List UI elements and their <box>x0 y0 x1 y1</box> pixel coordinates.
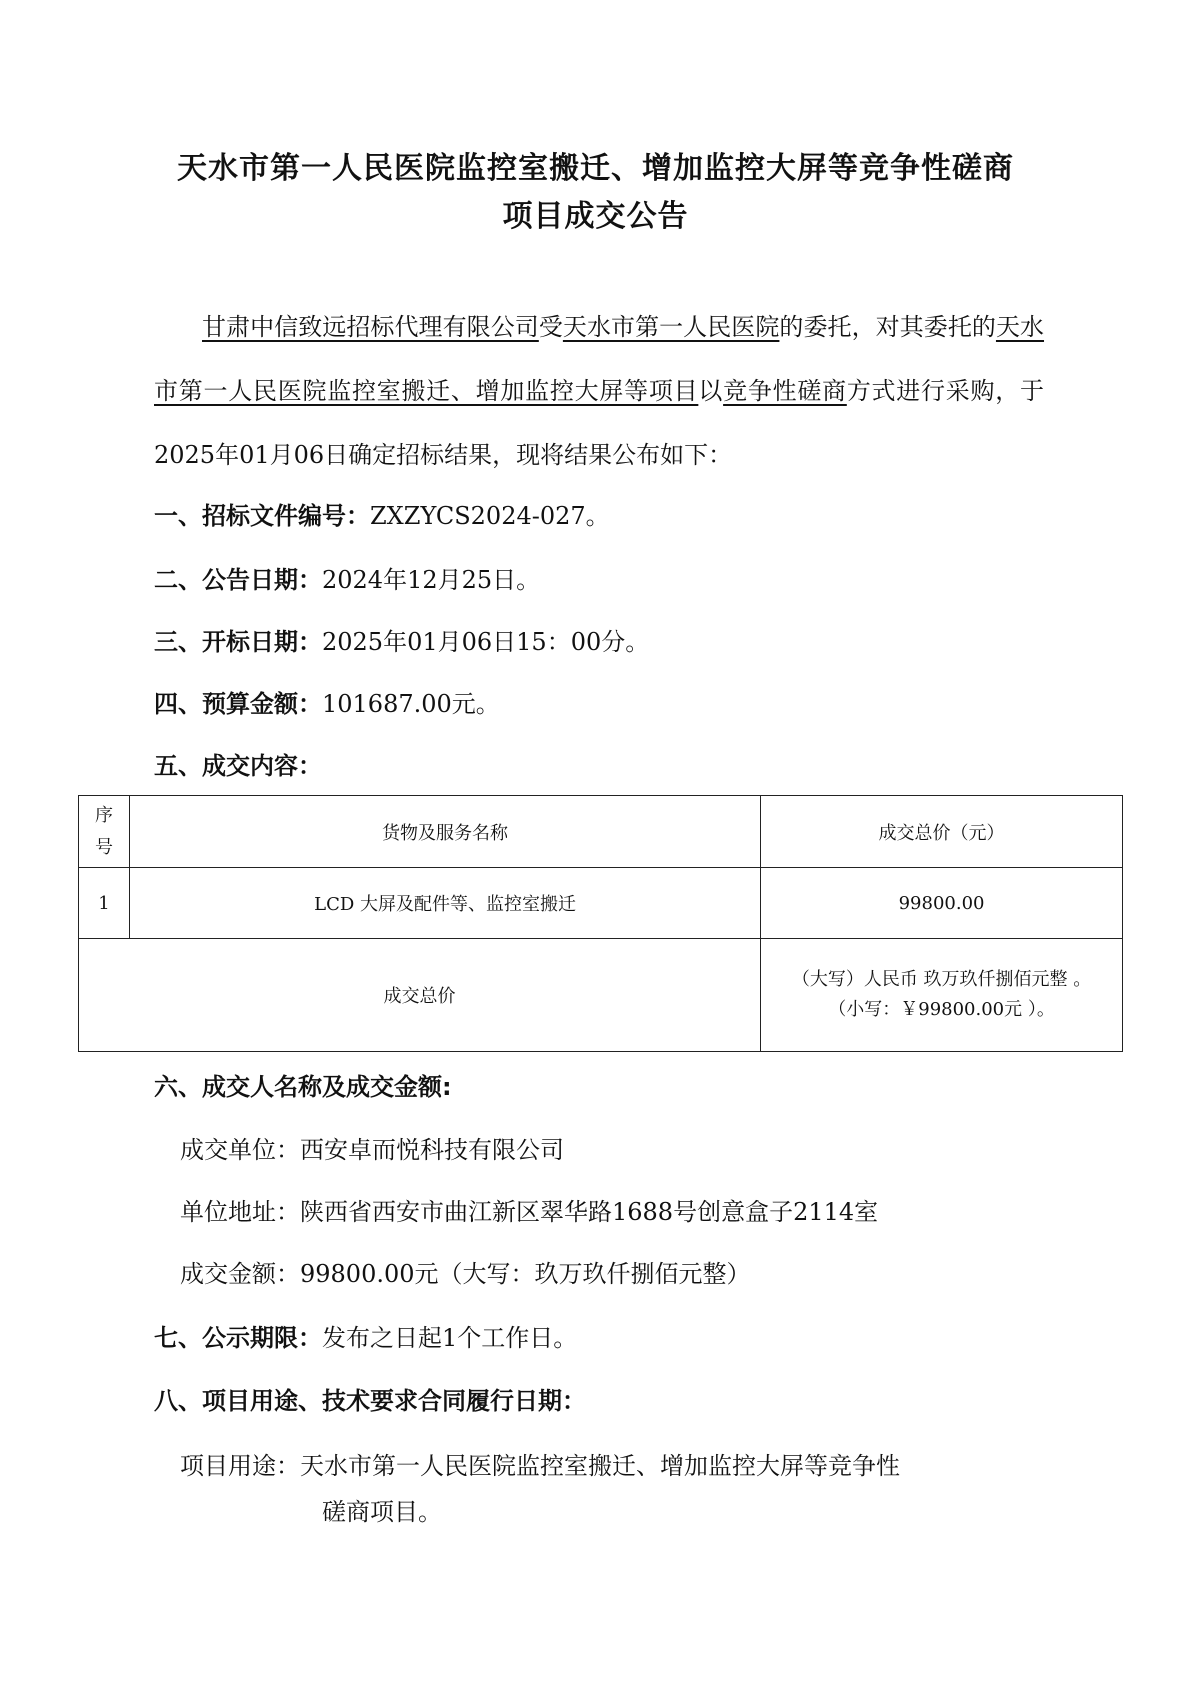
header-seq-line2: 号 <box>95 836 113 858</box>
header-total-price: 成交总价（元） <box>761 796 1123 868</box>
total-amount-upper: （大写）人民币 玖万玖仟捌佰元整 。 <box>791 969 1092 990</box>
winner-amount: 成交金额：99800.00元（大写：玖万玖仟捌佰元整） <box>180 1260 751 1288</box>
intro-text-3: 以 <box>698 377 724 405</box>
agency-name: 甘肃中信致远招标代理有限公司 <box>202 313 539 341</box>
total-amount-lower: （小写：￥99800.00元 ）。 <box>828 999 1055 1020</box>
section-tender-number <box>154 496 610 536</box>
section-publicity-period <box>154 1318 577 1358</box>
section-label: 一、招标文件编号： <box>154 502 370 530</box>
section-value: 发布之日起1个工作日。 <box>322 1324 578 1352</box>
row-item-name: LCD 大屏及配件等、监控室搬迁 <box>130 868 761 939</box>
row-price: 99800.00 <box>761 868 1123 939</box>
usage-line2: 磋商项目。 <box>322 1498 442 1526</box>
purchaser-name: 天水市第一人民医院 <box>562 313 780 341</box>
section-value: ZXZYCS2024-027。 <box>370 502 610 530</box>
section-label: 二、公告日期： <box>154 566 322 594</box>
award-table <box>78 795 1123 1052</box>
procurement-method: 竞争性磋商 <box>723 377 847 405</box>
section-value: 2025年01月06日15：00分。 <box>322 628 650 656</box>
section-label: 八、项目用途、技术要求合同履行日期： <box>154 1387 586 1415</box>
header-seq-line1: 序 <box>95 804 113 826</box>
header-seq <box>79 796 130 868</box>
usage-line1: 项目用途：天水市第一人民医院监控室搬迁、增加监控大屏等竞争性 <box>180 1452 900 1480</box>
section-label: 七、公示期限： <box>154 1324 322 1352</box>
total-label: 成交总价 <box>79 939 761 1052</box>
winner-address: 单位地址：陕西省西安市曲江新区翠华路1688号创意盒子2114室 <box>180 1198 879 1226</box>
section-opening-date <box>154 622 649 662</box>
section-value: 2024年12月25日。 <box>322 566 541 594</box>
section-value: 101687.00元。 <box>322 690 500 718</box>
total-amount <box>761 939 1123 1052</box>
intro-paragraph <box>154 295 1044 487</box>
winner-unit: 成交单位：西安卓而悦科技有限公司 <box>180 1136 564 1164</box>
section-label: 三、开标日期： <box>154 628 322 656</box>
section-label: 四、预算金额： <box>154 690 322 718</box>
row-seq: 1 <box>79 868 130 939</box>
section-budget <box>154 684 500 724</box>
intro-text-2: 的委托，对其委托的 <box>779 313 996 341</box>
section-winner <box>154 1067 452 1107</box>
section-label: 六、成交人名称及成交金额: <box>154 1073 452 1101</box>
section-announce-date <box>154 560 540 600</box>
intro-text-1: 受 <box>538 313 563 341</box>
section-label: 五、成交内容： <box>154 752 322 780</box>
section-award-content <box>154 746 322 786</box>
table-header-row <box>79 796 1123 868</box>
header-item-name: 货物及服务名称 <box>130 796 761 868</box>
section-project-usage <box>154 1381 586 1421</box>
document-title-line2: 项目成交公告 <box>502 199 689 234</box>
project-name: 天水市第一人民医院监控室搬迁、增加监控大屏等项目 <box>154 313 1045 405</box>
intro-text-4: 方式进行采购，于2025年01月06日确定招标结果，现将结果公布如下： <box>154 377 1045 469</box>
document-title-line1: 天水市第一人民医院监控室搬迁、增加监控大屏等竞争性磋商 <box>177 151 1014 186</box>
table-row <box>79 868 1123 939</box>
table-total-row <box>79 939 1123 1052</box>
